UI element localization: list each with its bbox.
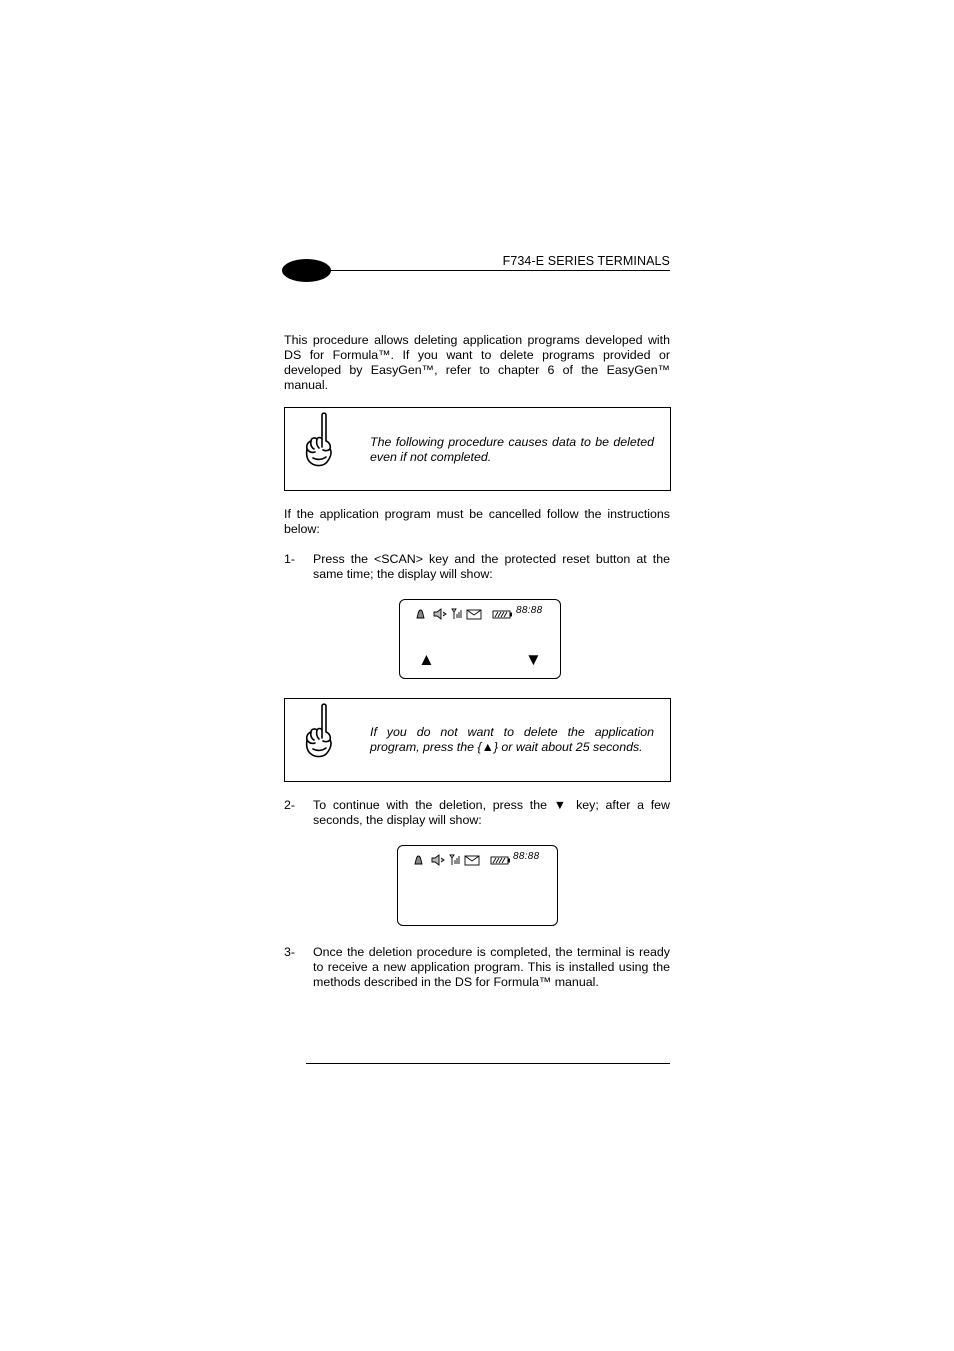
bell-icon <box>415 856 422 864</box>
step-text: Press the <SCAN> key and the protected reset button at the same time; the display will show: <box>313 552 670 581</box>
antenna-icon <box>452 609 461 619</box>
step-text: Once the deletion procedure is completed, the terminal is ready to receive a new application program. This is installed using the methods described in the DS for Formula™ manual. <box>313 945 670 989</box>
step-3 <box>284 945 670 991</box>
step-number: 1- <box>284 552 296 566</box>
footer-rule <box>306 1063 670 1064</box>
display-clock: 88:88 <box>516 605 543 616</box>
warning-note-text: The following procedure causes data to be deleted even if not completed. <box>370 435 654 464</box>
running-header: F734-E SERIES TERMINALS <box>502 254 670 268</box>
warning-note <box>284 407 671 491</box>
step-number: 3- <box>284 945 296 959</box>
up-arrow-indicator: ▲ <box>418 650 435 669</box>
pointing-hand-icon <box>303 702 335 760</box>
info-note-text: If you do not want to delete the application program, press the {▲} or wait about 25 seconds. <box>370 725 654 754</box>
step-1 <box>284 552 670 584</box>
speaker-icon <box>434 609 446 619</box>
step-number: 2- <box>284 798 296 812</box>
intro-paragraph: This procedure allows deleting application programs developed with DS for Formula™. If you want to delete programs provided or developed by EasyGen™, refer to chapter 6 of the EasyGen™ manual. <box>284 333 670 392</box>
header-rule <box>300 270 670 271</box>
bell-icon <box>417 610 424 618</box>
info-note <box>284 698 671 782</box>
antenna-icon <box>450 855 459 865</box>
speaker-icon <box>432 855 444 865</box>
terminal-display <box>399 599 561 679</box>
pointing-hand-icon <box>303 411 335 469</box>
display-clock: 88:88 <box>513 851 540 862</box>
down-arrow-indicator: ▼ <box>525 650 542 669</box>
terminal-display-blank <box>397 845 558 926</box>
instructions-paragraph: If the application program must be cancelled follow the instructions below: <box>284 507 670 536</box>
step-2 <box>284 798 670 830</box>
step-text: To continue with the deletion, press the ▼ key; after a few seconds, the display will show: <box>313 798 670 827</box>
